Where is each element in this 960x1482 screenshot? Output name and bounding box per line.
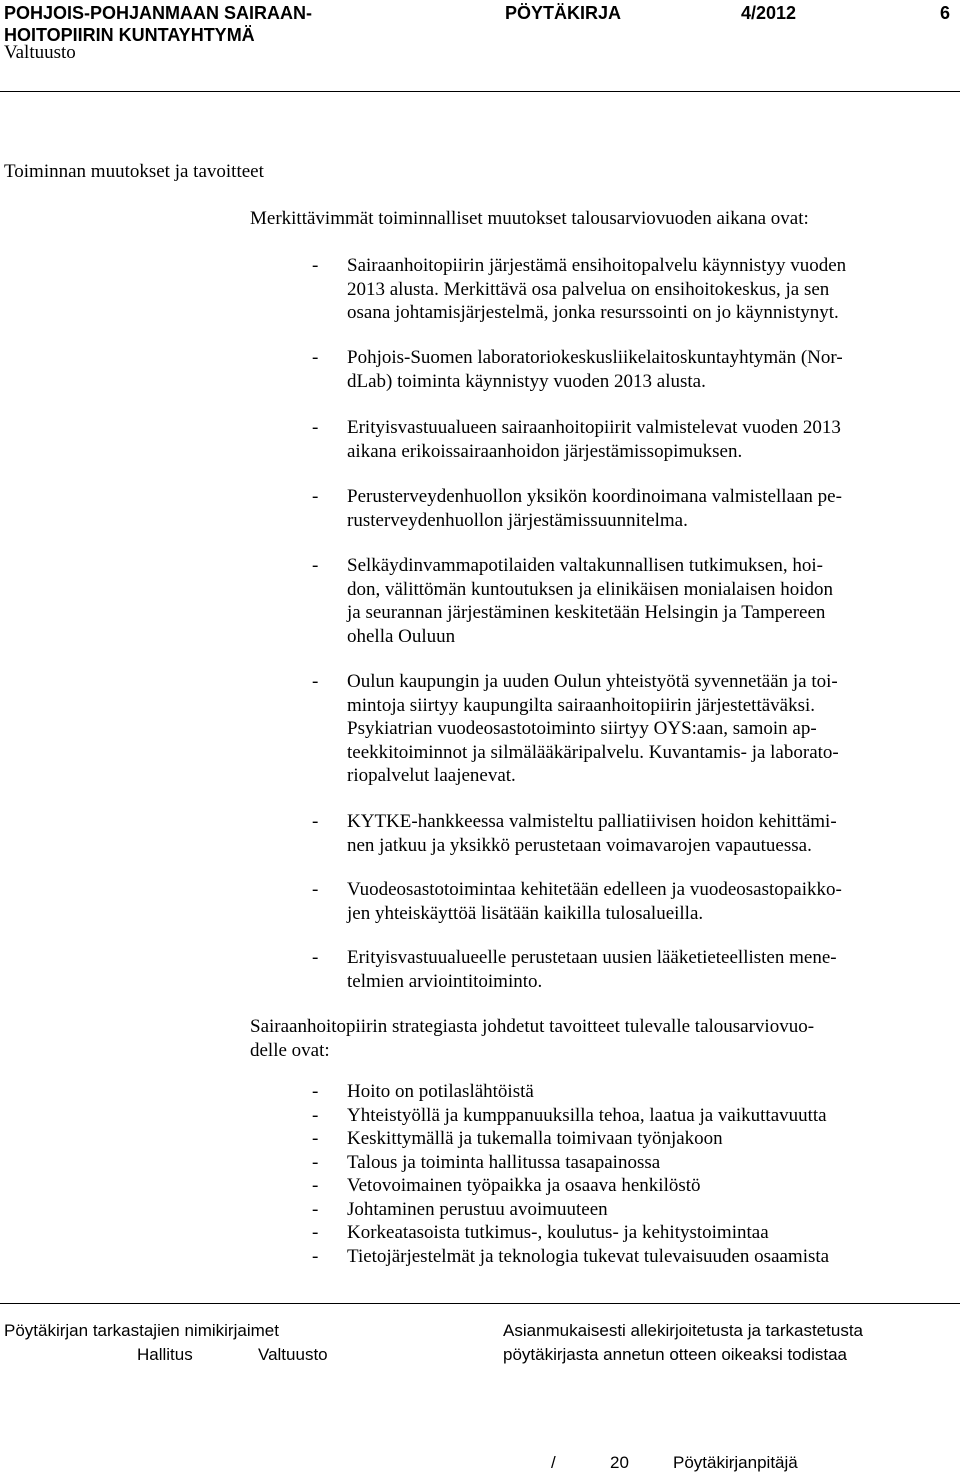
goal-item: Vetovoimainen työpaikka ja osaava henkilöstö <box>347 1175 701 1196</box>
change-item-dash: - <box>312 555 319 576</box>
change-item-line: mintoja siirtyy kaupungilta sairaanhoitopiirin järjestettäväksi. <box>347 694 816 716</box>
change-item-line: dLab) toiminta käynnistyy vuoden 2013 alusta. <box>347 370 706 392</box>
secretary-label: Pöytäkirjanpitäjä <box>673 1453 798 1472</box>
change-item-dash: - <box>312 486 319 507</box>
change-item-line: jen yhteiskäyttöä lisätään kaikilla tulosalueilla. <box>347 902 704 924</box>
change-item-dash: - <box>312 879 319 900</box>
section-title: Toiminnan muutokset ja tavoitteet <box>4 161 264 182</box>
attestation-line2: pöytäkirjasta annetun otteen oikeaksi todistaa <box>503 1345 848 1364</box>
goals-intro-line1: Sairaanhoitopiirin strategiasta johdetut tavoitteet tulevalle talousarviovuo- <box>250 1016 815 1037</box>
organization-name-line2: HOITOPIIRIN KUNTAYHTYMÄ <box>4 25 255 45</box>
goal-item-dash: - <box>312 1081 319 1102</box>
goal-item: Talous ja toiminta hallitussa tasapainossa <box>347 1151 661 1173</box>
change-item-dash: - <box>312 417 319 438</box>
goal-item: Tietojärjestelmät ja teknologia tukevat tulevaisuuden osaamista <box>347 1245 830 1267</box>
change-item-dash: - <box>312 347 319 368</box>
goal-item: Korkeatasoista tutkimus-, koulutus- ja kehitystoimintaa <box>347 1222 769 1243</box>
goal-item-dash: - <box>312 1198 319 1220</box>
change-item-dash: - <box>312 811 319 832</box>
goals-intro-line2: delle ovat: <box>250 1039 330 1061</box>
change-item-line: Perusterveydenhuollon yksikön koordinoimana valmistellaan pe- <box>347 486 842 507</box>
meeting-body: Valtuusto <box>4 42 76 63</box>
change-item-line: Vuodeosastotoimintaa kehitetään edelleen ja vuodeosastopaikko- <box>347 879 842 900</box>
initials-hallitus: Hallitus <box>137 1345 193 1364</box>
change-item-line: osana johtamisjärjestelmä, jonka resurssointi on jo käynnistynyt. <box>347 302 839 323</box>
change-item-line: teekkitoiminnot ja silmälääkäripalvelu. Kuvantamis- ja laborato- <box>347 741 839 763</box>
change-item-line: ohella Ouluun <box>347 625 456 647</box>
change-item-line: Sairaanhoitopiirin järjestämä ensihoitopalvelu käynnistyy vuoden <box>347 255 847 276</box>
goal-item-dash: - <box>312 1175 319 1196</box>
change-item-line: riopalvelut laajenevat. <box>347 765 516 786</box>
date-slash: / <box>551 1453 556 1472</box>
change-item-line: telmien arviointitoiminto. <box>347 970 543 992</box>
goal-item: Johtaminen perustuu avoimuuteen <box>347 1198 608 1220</box>
document-number: 4/2012 <box>741 3 797 23</box>
organization-name-line1: POHJOIS-POHJANMAAN SAIRAAN- <box>4 3 313 23</box>
change-item-line: aikana erikoissairaanhoidon järjestämissopimuksen. <box>347 440 743 462</box>
changes-intro: Merkittävimmät toiminnalliset muutokset talousarviovuoden aikana ovat: <box>250 208 809 229</box>
goal-item-dash: - <box>312 1151 319 1173</box>
goal-item-dash: - <box>312 1128 319 1149</box>
change-item-line: nen jatkuu ja yksikkö perustetaan voimavarojen vapautuessa. <box>347 834 812 856</box>
initials-valtuusto: Valtuusto <box>258 1345 328 1364</box>
change-item-line: ja seurannan järjestäminen keskitetään Helsingin ja Tampereen <box>347 602 826 623</box>
goal-item: Yhteistyöllä ja kumppanuuksilla tehoa, laatua ja vaikuttavuutta <box>347 1104 827 1126</box>
goal-item: Hoito on potilaslähtöistä <box>347 1081 534 1102</box>
change-item-line: Psykiatrian vuodeosastotoiminto siirtyy OYS:aan, samoin ap- <box>347 718 817 739</box>
change-item-line: 2013 alusta. Merkittävä osa palvelua on ensihoitokeskus, ja sen <box>347 278 830 300</box>
change-item-dash: - <box>312 947 319 968</box>
change-item-dash: - <box>312 255 319 276</box>
change-item-dash: - <box>312 671 319 692</box>
page-number: 6 <box>940 3 951 23</box>
goal-item-dash: - <box>312 1104 319 1126</box>
attestation-line1: Asianmukaisesti allekirjoitetusta ja tarkastetusta <box>503 1321 863 1340</box>
goal-item-dash: - <box>312 1245 319 1267</box>
header-divider <box>0 91 960 92</box>
change-item-line: KYTKE-hankkeessa valmisteltu palliatiivisen hoidon kehittämi- <box>347 811 837 832</box>
change-item-line: rusterveydenhuollon järjestämissuunnitelma. <box>347 509 688 531</box>
goal-item: Keskittymällä ja tukemalla toimivaan työnjakoon <box>347 1128 723 1149</box>
change-item-line: Erityisvastuualueelle perustetaan uusien lääketieteellisten mene- <box>347 947 837 968</box>
date-year: 20 <box>610 1453 629 1472</box>
change-item-line: Pohjois-Suomen laboratoriokeskusliikelaitoskuntayhtymän (Nor- <box>347 347 843 368</box>
change-item-line: Erityisvastuualueen sairaanhoitopiirit valmistelevat vuoden 2013 <box>347 417 841 438</box>
change-item-line: Selkäydinvammapotilaiden valtakunnallisen tutkimuksen, hoi- <box>347 555 823 576</box>
change-item-line: Oulun kaupungin ja uuden Oulun yhteistyötä syvennetään ja toi- <box>347 671 838 692</box>
initials-label: Pöytäkirjan tarkastajien nimikirjaimet <box>4 1321 279 1340</box>
goal-item-dash: - <box>312 1222 319 1243</box>
document-type: PÖYTÄKIRJA <box>505 3 622 23</box>
change-item-line: don, välittömän kuntoutuksen ja elinikäisen monialaisen hoidon <box>347 578 834 600</box>
footer-divider <box>0 1303 960 1304</box>
